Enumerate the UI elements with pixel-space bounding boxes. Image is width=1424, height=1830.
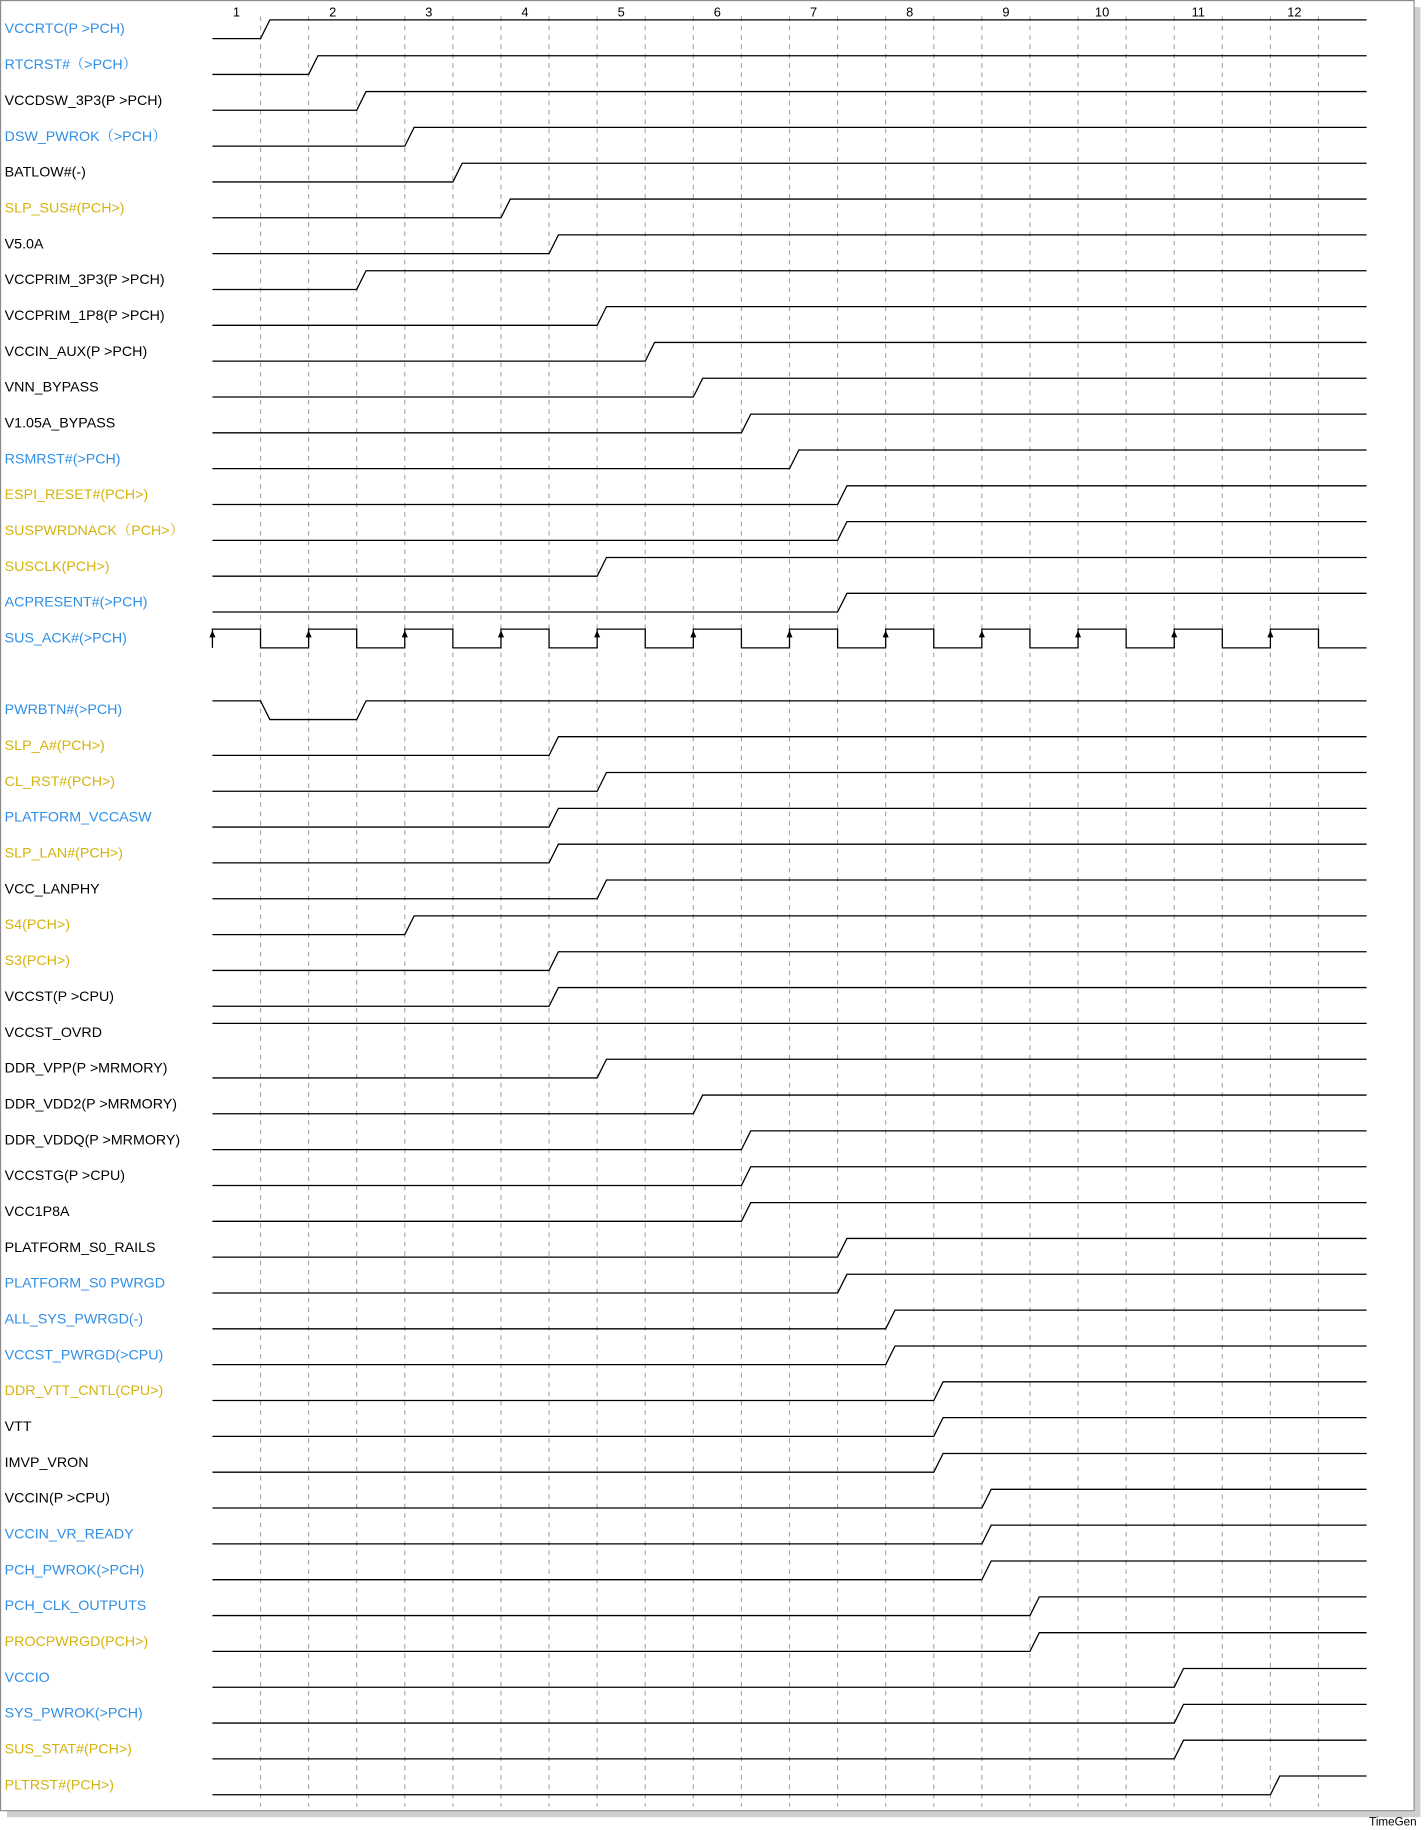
signal-label: VCCDSW_3P3(P >PCH) xyxy=(4,92,163,109)
signal-label: S4(PCH>) xyxy=(4,917,70,934)
cycle-number: 8 xyxy=(906,4,914,20)
cycle-number: 11 xyxy=(1191,4,1205,20)
cycle-number: 10 xyxy=(1094,4,1110,20)
signal-label: CL_RST#(PCH>) xyxy=(4,773,116,790)
cycle-number: 1 xyxy=(232,4,241,20)
signal-label: VCCRTC(P >PCH) xyxy=(4,21,125,38)
signal-label: RTCRST#（>PCH） xyxy=(4,57,137,74)
cycle-number: 6 xyxy=(713,4,721,20)
signal-label: PCH_PWROK(>PCH) xyxy=(4,1562,145,1579)
signal-label: VCCIO xyxy=(4,1669,50,1686)
signal-label: VCCIN_AUX(P >PCH) xyxy=(4,343,148,360)
diagram-frame xyxy=(1,1,1414,1811)
signal-label: ESPI_RESET#(PCH>) xyxy=(4,487,149,504)
signal-label: VNN_BYPASS xyxy=(4,379,99,396)
signal-label: VCCST(P >CPU) xyxy=(4,988,114,1005)
cycle-number: 3 xyxy=(425,4,433,20)
signal-label: SUSPWRDNACK（PCH>） xyxy=(4,522,184,539)
signal-label: SLP_LAN#(PCH>) xyxy=(4,845,123,862)
signal-label: SLP_SUS#(PCH>) xyxy=(4,200,125,217)
signal-label: PLATFORM_VCCASW xyxy=(4,809,152,826)
signal-label: VCCIN(P >CPU) xyxy=(4,1490,111,1507)
signal-label: DDR_VTT_CNTL(CPU>) xyxy=(4,1383,164,1400)
signal-label: VCC_LANPHY xyxy=(4,881,100,898)
signal-label: DSW_PWROK（>PCH） xyxy=(4,128,167,145)
signal-label: SYS_PWROK(>PCH) xyxy=(4,1705,143,1722)
signal-label: SUS_ACK#(>PCH) xyxy=(4,630,127,647)
cycle-number: 2 xyxy=(329,4,337,20)
signal-label: VTT xyxy=(4,1418,32,1435)
signal-label: V1.05A_BYPASS xyxy=(4,415,116,432)
signal-label: BATLOW#(-) xyxy=(4,164,86,181)
cycle-number: 5 xyxy=(617,4,625,20)
signal-label: VCCSTG(P >CPU) xyxy=(4,1168,126,1185)
signal-label: VCCIN_VR_READY xyxy=(4,1526,134,1543)
signal-label: IMVP_VRON xyxy=(4,1454,89,1471)
signal-label: DDR_VDD2(P >MRMORY) xyxy=(4,1096,177,1113)
signal-label: PROCPWRGD(PCH>) xyxy=(4,1634,149,1651)
signal-label: DDR_VPP(P >MRMORY) xyxy=(4,1060,168,1077)
cycle-number: 7 xyxy=(809,4,818,20)
signal-label: DDR_VDDQ(P >MRMORY) xyxy=(4,1132,181,1149)
cycle-number: 12 xyxy=(1287,4,1302,20)
signal-label: PLATFORM_S0 PWRGD xyxy=(4,1275,165,1292)
signal-label: RSMRST#(>PCH) xyxy=(4,451,121,468)
cycle-number: 9 xyxy=(1002,4,1010,20)
signal-label: V5.0A xyxy=(4,236,44,253)
signal-label: VCC1P8A xyxy=(4,1203,70,1220)
signal-label: VCCPRIM_3P3(P >PCH) xyxy=(4,272,165,289)
signal-label: SLP_A#(PCH>) xyxy=(4,738,105,755)
cycle-number: 4 xyxy=(521,4,529,20)
signal-label: VCCST_PWRGD(>CPU) xyxy=(4,1347,164,1364)
signal-label: PLATFORM_S0_RAILS xyxy=(4,1239,156,1256)
signal-label: VCCST_OVRD xyxy=(4,1024,102,1041)
signal-label: S3(PCH>) xyxy=(4,953,70,970)
signal-label: PWRBTN#(>PCH) xyxy=(4,702,123,719)
watermark: TimeGen xyxy=(1369,1815,1417,1829)
signal-label: PCH_CLK_OUTPUTS xyxy=(4,1598,147,1615)
signal-label: VCCPRIM_1P8(P >PCH) xyxy=(4,307,165,324)
signal-label: SUSCLK(PCH>) xyxy=(4,558,110,575)
signal-label: ALL_SYS_PWRGD(-) xyxy=(4,1311,144,1328)
signal-label: PLTRST#(PCH>) xyxy=(4,1777,114,1794)
signal-label: SUS_STAT#(PCH>) xyxy=(4,1741,132,1758)
signal-label: ACPRESENT#(>PCH) xyxy=(4,594,148,611)
